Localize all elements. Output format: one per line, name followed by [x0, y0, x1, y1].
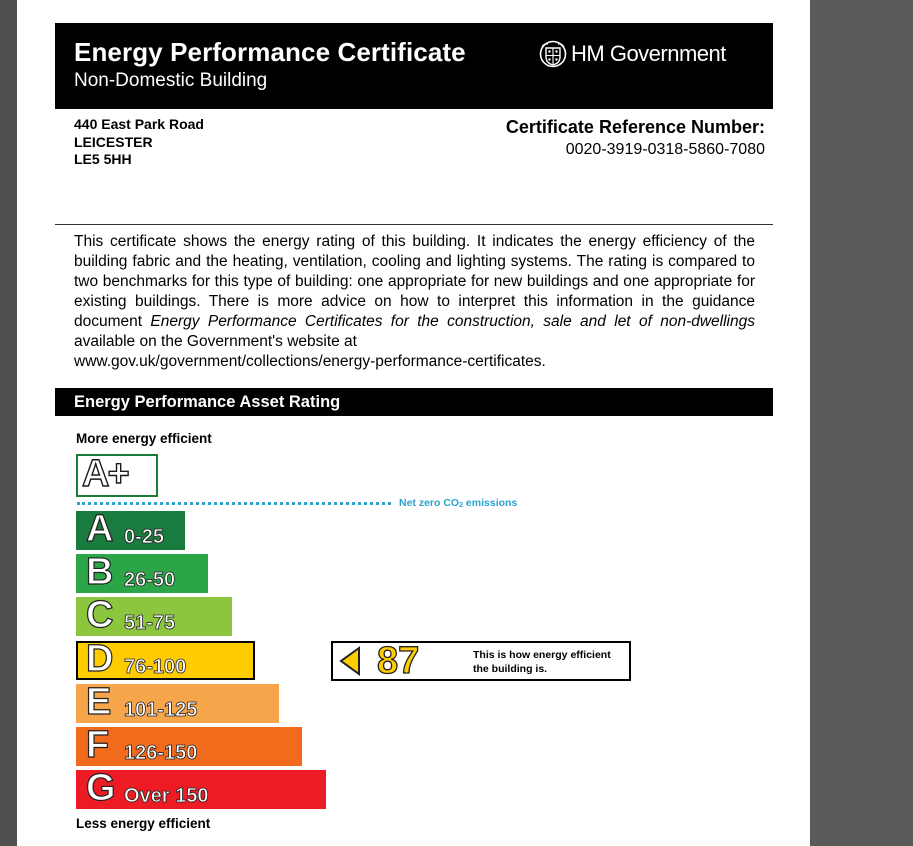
rating-arrow-icon	[337, 646, 363, 676]
band-g-letter: G	[86, 767, 116, 809]
band-g	[76, 767, 326, 809]
intro-text-part1: This certificate shows the energy rating of this building. It indicates the energy efficiency of the building fabric and the heating, ventilation, cooling and lighting systems. The rating is compared to two benchmarks for this type of building: one appropriate for new buildings and one appropriate for existing buildings. There is more advice on how to interpret this information in the guidance document	[74, 233, 755, 330]
current-rating-indicator	[331, 641, 631, 681]
document-page	[17, 0, 810, 846]
address-line-2: LEICESTER	[74, 133, 153, 150]
hm-government-logo	[538, 40, 726, 68]
band-f-range: 126-150	[124, 742, 198, 764]
certificate-reference	[506, 117, 765, 159]
band-a	[76, 508, 185, 550]
rating-section-title: Energy Performance Asset Rating	[74, 393, 341, 411]
government-website-url: www.gov.uk/government/collections/energy-performance-certificates.	[74, 353, 546, 370]
viewer-left-gutter	[0, 0, 17, 846]
band-b-letter: B	[86, 551, 114, 593]
band-e-range: 101-125	[124, 699, 198, 721]
property-address	[74, 116, 204, 169]
band-e-letter: E	[86, 681, 112, 723]
address-line-3: LE5 5HH	[74, 151, 132, 167]
header-divider	[55, 224, 773, 225]
net-zero-label: Net zero $CO_2$ emissions	[399, 497, 518, 509]
band-e	[76, 681, 279, 723]
band-f-letter: F	[86, 724, 110, 766]
page-subtitle: Non-Domestic Building	[74, 70, 268, 91]
band-g-range: Over 150	[124, 785, 209, 807]
band-d	[76, 638, 255, 680]
hm-government-text: HM Government	[571, 41, 726, 66]
royal-crest-icon	[538, 40, 568, 68]
band-b	[76, 551, 208, 593]
band-a-plus-letter: A+	[82, 453, 128, 495]
band-d-letter: D	[86, 638, 114, 680]
band-d-range: 76-100	[124, 656, 187, 678]
guidance-document-title: Energy Performance Certificates for the construction, sale and let of non-dwellings	[150, 313, 755, 330]
band-b-range: 26-50	[124, 569, 176, 591]
more-efficient-label: More energy efficient	[76, 431, 212, 446]
band-f	[76, 724, 302, 766]
viewer-right-gutter	[810, 0, 913, 846]
rating-explanation-line-2: the building is.	[473, 663, 548, 675]
band-c	[76, 594, 232, 636]
intro-text-part2: available on the Government's website at	[74, 333, 357, 350]
rating-explanation	[473, 648, 611, 676]
net-zero-dotted-line	[77, 502, 391, 505]
band-a-letter: A	[86, 508, 114, 550]
certificate-reference-label: Certificate Reference Number:	[505, 117, 765, 137]
band-c-letter: C	[86, 594, 114, 636]
band-a-plus	[76, 454, 158, 497]
rating-explanation-line-1: This is how energy efficient	[473, 649, 611, 661]
intro-paragraph	[74, 232, 755, 372]
rating-section-header	[55, 388, 773, 416]
less-efficient-label: Less energy efficient	[76, 816, 211, 831]
certificate-reference-number: 0020-3919-0318-5860-7080	[565, 141, 765, 158]
header-bar	[55, 23, 773, 109]
page-title: Energy Performance Certificate	[74, 37, 466, 67]
current-rating-value: 87	[377, 640, 420, 682]
band-a-range: 0-25	[124, 526, 165, 548]
address-line-1: 440 East Park Road	[74, 116, 204, 132]
band-c-range: 51-75	[124, 612, 176, 634]
